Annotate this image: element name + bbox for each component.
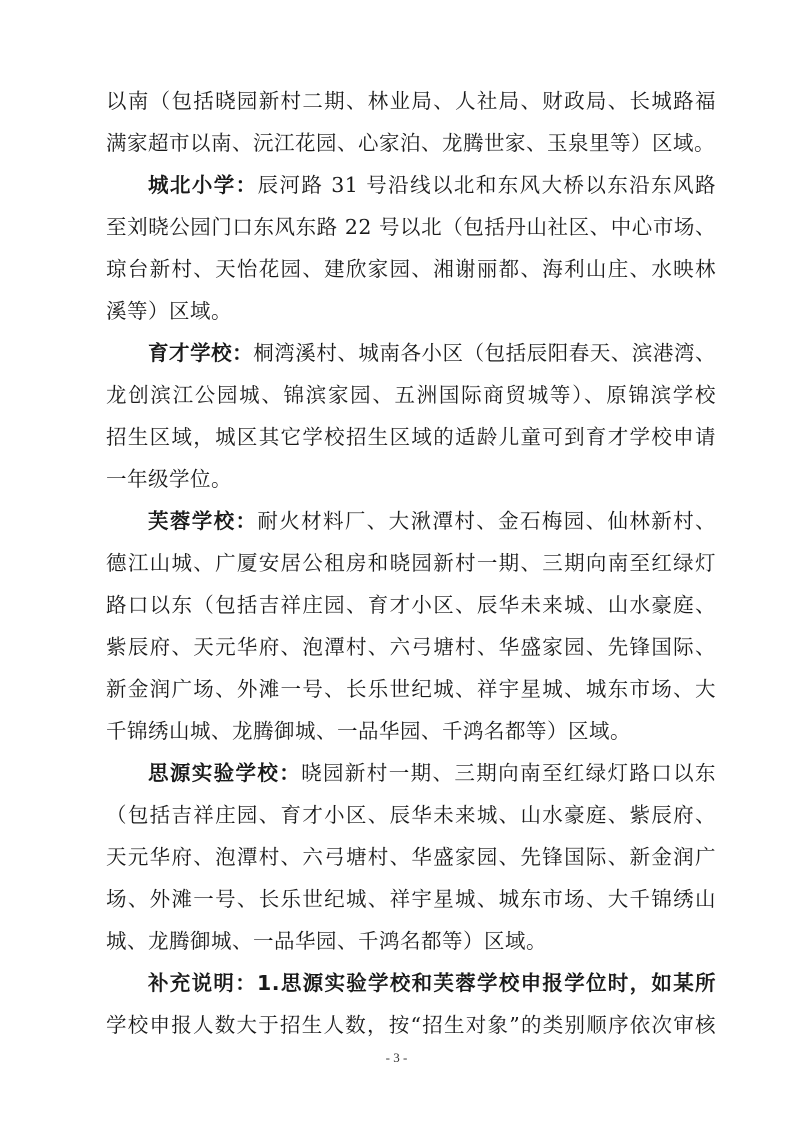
- paragraph-line: 新金润广场、外滩一号、长乐世纪城、祥宇星城、城东市场、大: [106, 677, 716, 701]
- paragraph-first-line: [148, 506, 716, 536]
- paragraph-line: 招生区域，城区其它学校招生区域的适龄儿童可到育才学校申请: [106, 425, 716, 449]
- section-heading-siyuan: 思源实验学校：: [148, 761, 302, 785]
- paragraph-text: 晓园新村一期、三期向南至红绿灯路口以东: [301, 761, 717, 785]
- paragraph-line: 路口以东（包括吉祥庄园、育才小区、辰华未来城、山水豪庭、: [106, 593, 716, 617]
- page-number: - 3 -: [385, 1050, 408, 1065]
- section-heading-supplement: 补充说明：1.: [148, 971, 281, 995]
- paragraph-line: 德江山城、广厦安居公租房和晓园新村一期、三期向南至红绿灯: [106, 551, 716, 575]
- paragraph-text: 辰河路 31 号沿线以北和东风大桥以东沿东风路: [257, 173, 716, 197]
- paragraph-text: 桐湾溪村、城南各小区（包括辰阳春天、滨港湾、: [253, 341, 717, 365]
- paragraph-line: 天元华府、泡潭村、六弓塘村、华盛家园、先锋国际、新金润广: [106, 845, 716, 869]
- paragraph-line: 紫辰府、天元华府、泡潭村、六弓塘村、华盛家园、先锋国际、: [106, 635, 716, 659]
- paragraph-line: 以南（包括晓园新村二期、林业局、人社局、财政局、长城路福: [106, 89, 716, 113]
- section-heading-furong: 芙蓉学校：: [148, 509, 258, 533]
- paragraph-line: 场、外滩一号、长乐世纪城、祥宇星城、城东市场、大千锦绣山: [106, 887, 716, 911]
- paragraph-line: 琼台新村、天怡花园、建欣家园、湘谢丽都、海利山庄、水映林: [106, 257, 716, 281]
- section-heading-yucai: 育才学校：: [148, 341, 254, 365]
- paragraph-line: 溪等）区域。: [106, 299, 232, 323]
- paragraph-first-line: [148, 758, 716, 788]
- paragraph-line: 龙创滨江公园城、锦滨家园、五洲国际商贸城等）、原锦滨学校: [106, 383, 716, 407]
- paragraph-first-line: [148, 338, 716, 368]
- paragraph-line: （包括吉祥庄园、育才小区、辰华未来城、山水豪庭、紫辰府、: [106, 803, 716, 827]
- paragraph-line: 满家超市以南、沅江花园、心家泊、龙腾世家、玉泉里等）区域。: [106, 131, 715, 155]
- paragraph-text: 思源实验学校和芙蓉学校申报学位时，如某所: [280, 971, 716, 995]
- paragraph-first-line: [148, 968, 716, 998]
- paragraph-line: 城、龙腾御城、一品华园、千鸿名都等）区域。: [106, 929, 547, 953]
- paragraph-line: 千锦绣山城、龙腾御城、一品华园、千鸿名都等）区域。: [106, 719, 631, 743]
- paragraph-line: 学校申报人数大于招生人数，按“招生对象”的类别顺序依次审核: [106, 1013, 716, 1037]
- paragraph-line: 至刘晓公园门口东风东路 22 号以北（包括丹山社区、中心市场、: [106, 215, 716, 239]
- section-heading-chengbei: 城北小学：: [148, 173, 258, 197]
- paragraph-line: 一年级学位。: [106, 467, 232, 491]
- paragraph-first-line: [148, 170, 716, 200]
- paragraph-text: 耐火材料厂、大湫潭村、金石梅园、仙林新村、: [257, 509, 717, 533]
